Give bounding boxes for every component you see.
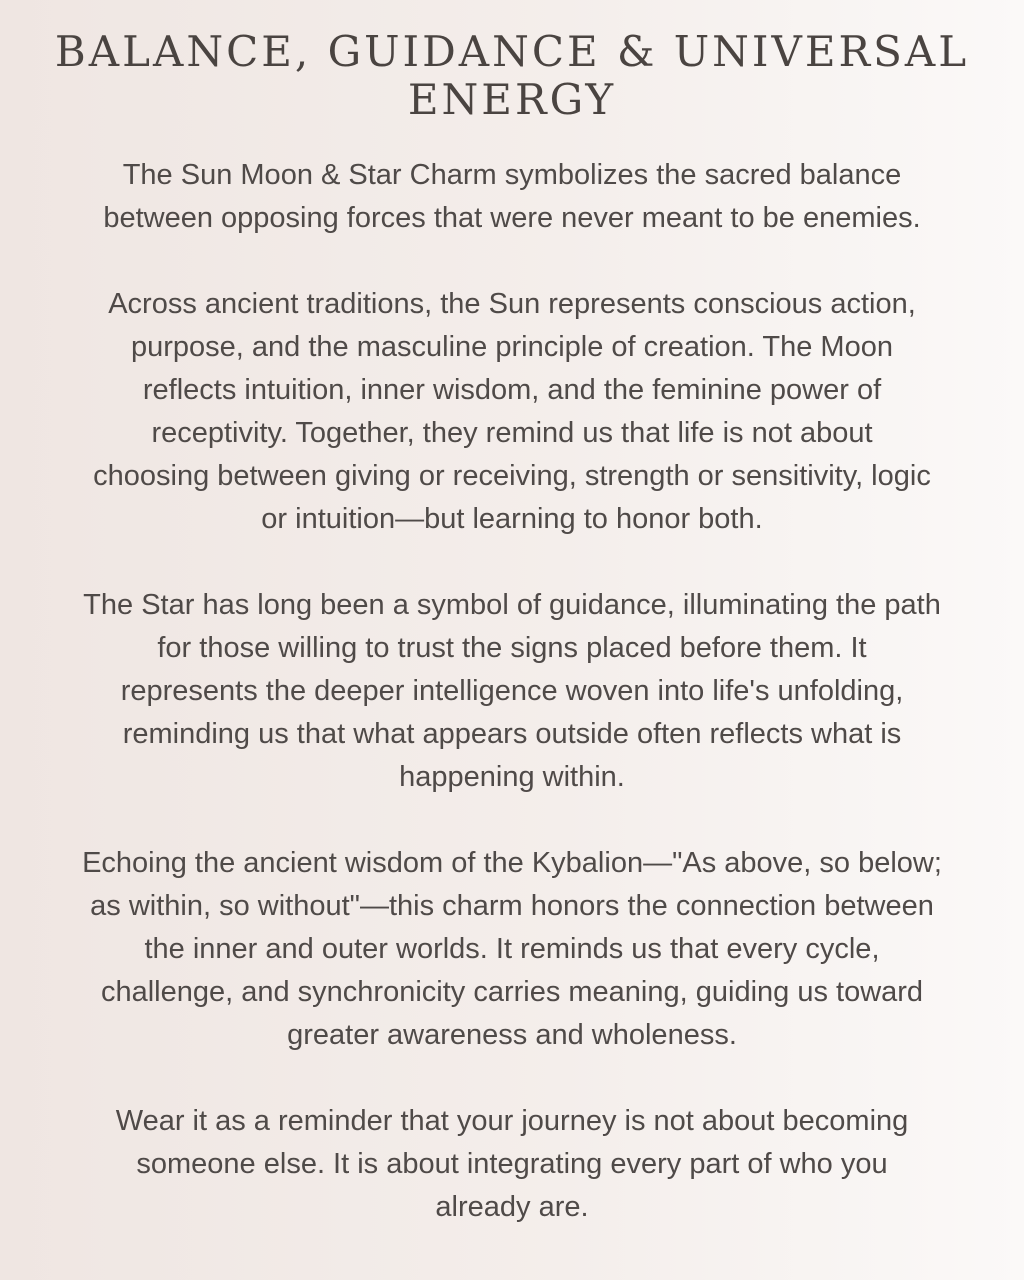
paragraph-kybalion (36, 842, 988, 1057)
paragraph-intro (36, 154, 988, 240)
text-line: greater awareness and wholeness. (287, 1019, 737, 1051)
paragraph-sun-moon (36, 283, 988, 541)
text-line: for those willing to trust the signs placed before them. It (157, 632, 867, 664)
title-line-1: BALANCE, GUIDANCE & UNIVERSAL (54, 27, 970, 76)
text-line: challenge, and synchronicity carries meaning, guiding us toward (100, 976, 924, 1008)
text-line: Across ancient traditions, the Sun represents conscious action, (108, 288, 916, 320)
text-line: as within, so without"—this charm honors the connection between (90, 890, 934, 922)
text-line: Echoing the ancient wisdom of the Kybalion—"As above, so below; (82, 847, 942, 879)
text-line: represents the deeper intelligence woven into life's unfolding, (120, 675, 904, 707)
title-line-2: ENERGY (407, 75, 617, 124)
text-line: Wear it as a reminder that your journey is not about becoming (115, 1105, 909, 1137)
text-line: already are. (435, 1191, 589, 1223)
text-line: someone else. It is about integrating every part of who you (136, 1148, 888, 1180)
page-title (36, 28, 988, 124)
text-line: reflects intuition, inner wisdom, and the feminine power of (142, 374, 882, 406)
text-line: The Star has long been a symbol of guidance, illuminating the path (83, 589, 941, 621)
text-line: happening within. (399, 761, 625, 793)
text-line: receptivity. Together, they remind us that life is not about (151, 417, 873, 449)
text-line: The Sun Moon & Star Charm symbolizes the sacred balance (122, 159, 902, 191)
text-line: or intuition—but learning to honor both. (261, 503, 763, 535)
text-line: purpose, and the masculine principle of creation. The Moon (131, 331, 893, 363)
text-line: choosing between giving or receiving, strength or sensitivity, logic (93, 460, 931, 492)
paragraph-closing (36, 1100, 988, 1229)
text-line: the inner and outer worlds. It reminds us that every cycle, (144, 933, 880, 965)
paragraph-star (36, 584, 988, 799)
text-line: reminding us that what appears outside often reflects what is (122, 718, 902, 750)
text-line: between opposing forces that were never meant to be enemies. (103, 202, 921, 234)
body-text (36, 154, 988, 1229)
